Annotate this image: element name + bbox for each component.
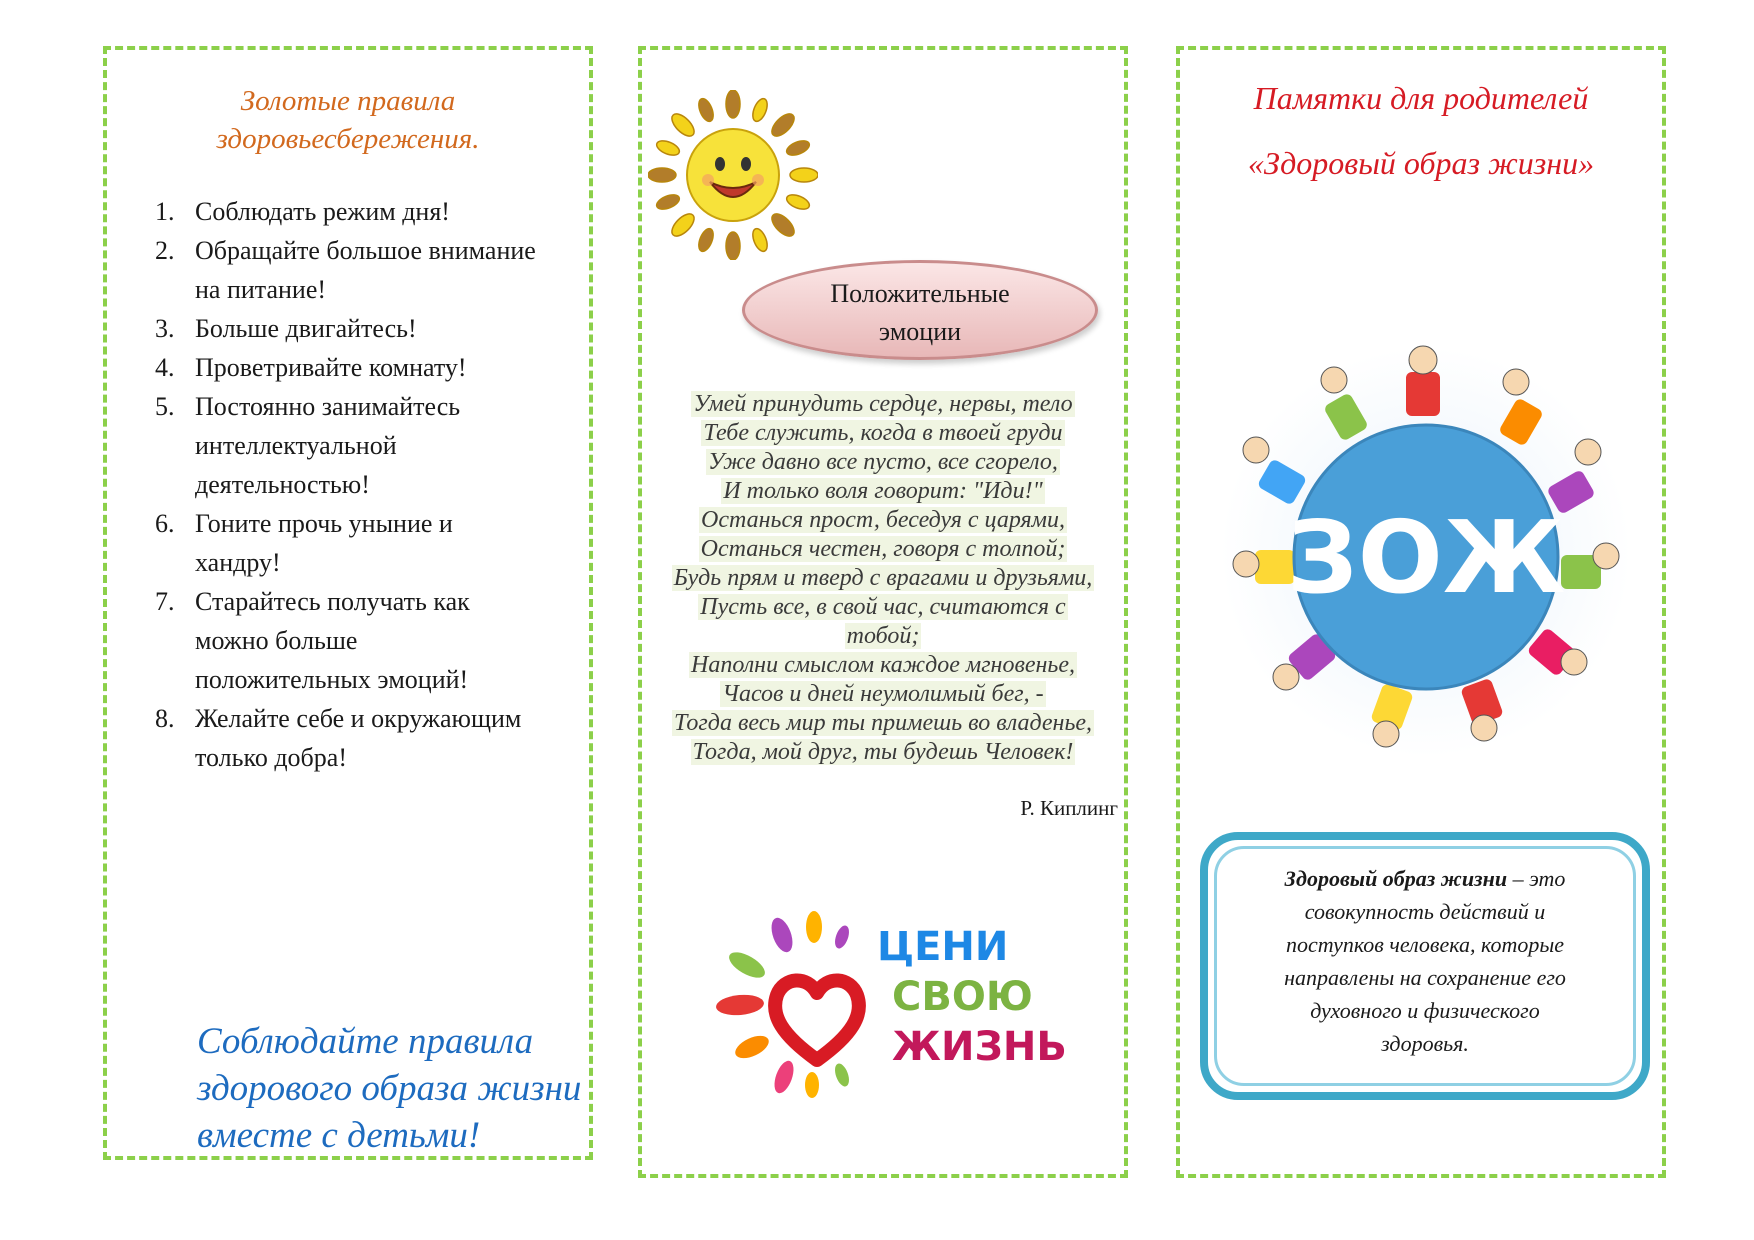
list-item: 3. Больше двигайтесь!: [155, 314, 417, 343]
poem-line: Останься прост, беседуя с царями,: [701, 507, 1065, 533]
value-your-life-logo: [692, 905, 1092, 1105]
panel-left: [103, 46, 593, 1160]
splash-petals-icon: [715, 911, 852, 1098]
closing-slogan: Соблюдайте правила здорового образа жизни вместе с детьми!: [197, 1021, 582, 1156]
positive-emotions-badge: Положительные эмоции: [742, 260, 1098, 360]
sun-illustration: [648, 90, 818, 260]
poem: [642, 390, 1124, 767]
list-item: 6. Гоните прочь уныние и хандру!: [155, 509, 453, 577]
poem-line: Тебе служить, когда в твоей груди: [703, 420, 1063, 446]
logo-word-1: ЦЕНИ: [877, 924, 1009, 970]
list-item: 5. Постоянно занимайтесь интеллектуальной деятельностью!: [155, 392, 461, 499]
list-item: 1. Соблюдать режим дня!: [155, 197, 450, 226]
poem-line: Наполни смыслом каждое мгновенье,: [690, 652, 1076, 678]
rules-list: [155, 192, 575, 777]
poem-line: Тогда весь мир ты примешь во владенье,: [673, 710, 1093, 736]
poem-line: Часов и дней неумолимый бег, -: [722, 681, 1044, 707]
logo-word-2: СВОЮ: [892, 974, 1033, 1020]
poem-author: Р. Киплинг: [1020, 796, 1118, 820]
panel-right: [1176, 46, 1666, 1178]
poem-line: Будь прям и тверд с врагами и друзьями,: [673, 565, 1093, 591]
page-subtitle: «Здоровый образ жизни»: [1247, 145, 1595, 181]
zozh-label: ЗОЖ: [1286, 499, 1566, 616]
page-title: Памятки для родителей: [1253, 80, 1589, 116]
definition-box: [1200, 832, 1650, 1100]
poem-line: Останься честен, говоря с толпой;: [700, 536, 1066, 562]
poem-line: Умей принудить сердце, нервы, тело: [693, 391, 1073, 417]
poem-line: Пусть все, в свой час, считаются с: [700, 594, 1066, 620]
zozh-globe-illustration: [1216, 332, 1636, 792]
list-item: 2. Обращайте большое внимание на питание!: [155, 236, 536, 304]
logo-word-3: ЖИЗНЬ: [892, 1024, 1067, 1070]
list-item: 8. Желайте себе и окружающим только добра!: [155, 704, 522, 772]
heart-icon: [775, 980, 859, 1060]
poem-line: тобой;: [846, 623, 920, 649]
poem-line: Тогда, мой друг, ты будешь Человек!: [692, 739, 1074, 765]
poem-line: И только воля говорит: "Иди!": [723, 478, 1043, 504]
poem-line: Уже давно все пусто, все сгорело,: [708, 449, 1058, 475]
panel-middle: [638, 46, 1128, 1178]
golden-rules-title: Золотые правила здоровьесбережения.: [216, 85, 480, 155]
list-item: 7. Старайтесь получать как можно больше положительных эмоций!: [155, 587, 470, 694]
definition-text: Здоровый образ жизни – это совокупность действий и поступков человека, которые направлены на сохранение его духовного и физического здоровья.: [1284, 866, 1566, 1056]
list-item: 4. Проветривайте комнату!: [155, 353, 467, 382]
